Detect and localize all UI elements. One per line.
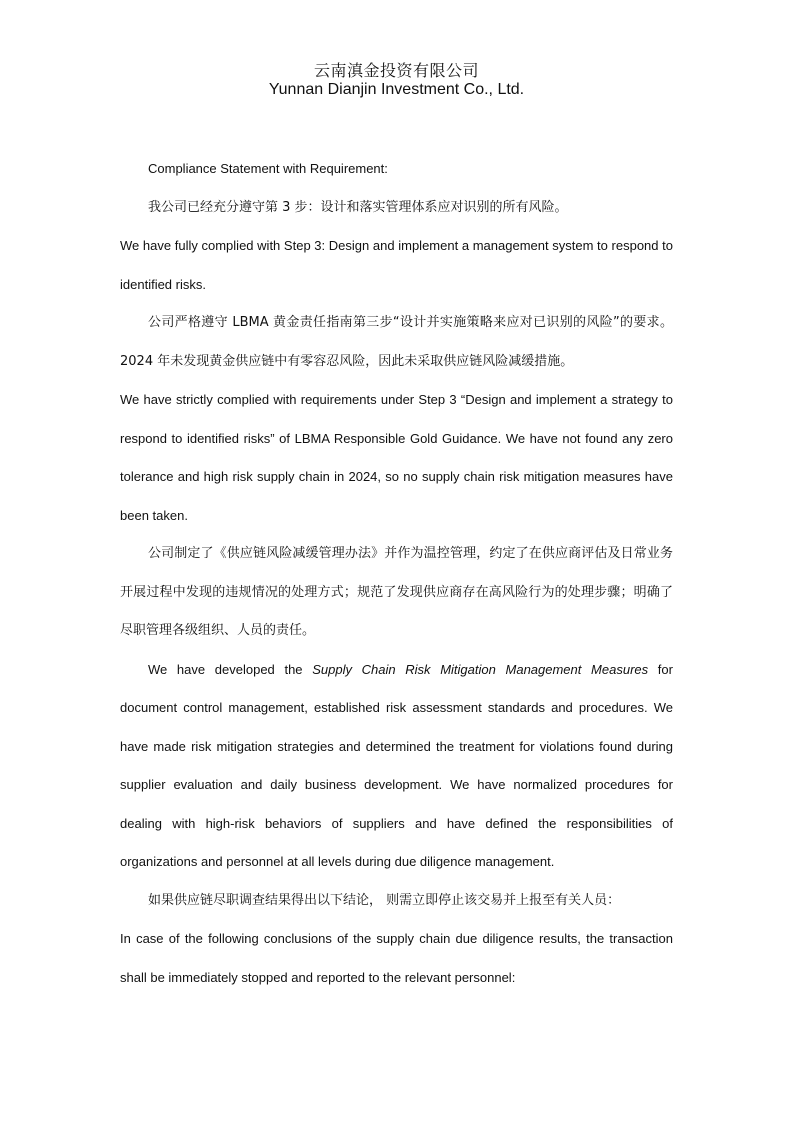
document-body <box>120 150 673 997</box>
paragraph-3-english <box>120 651 673 882</box>
statement-heading: Compliance Statement with Requirement: <box>148 161 388 176</box>
paragraph-3-english-lead: We have developed the <box>148 661 313 677</box>
measures-document-title: Supply Chain Risk Mitigation Management Measures <box>312 661 649 677</box>
paragraph-3-chinese: 公司制定了《供应链风险减缓管理办法》并作为温控管理，约定了在供应商评估及日常业务开展过程中发现的违规情况的处理方式；规范了发现供应商存在高风险行为的处理步骤；明确了尽职管理各级组织、人员的责任。 <box>120 546 673 638</box>
paragraph-2-chinese: 公司严格遵守 LBMA 黄金责任指南第三步“设计并实施策略来应对已识别的风险”的要求。2024 年未发现黄金供应链中有零容忍风险，因此未采取供应链风险减缓措施。 <box>120 315 673 369</box>
paragraph-1-english: We have fully complied with Step 3: Design and implement a management system to respond to identified risks. <box>120 238 673 292</box>
paragraph-4-chinese: 如果供应链尽职调查结果得出以下结论， 则需立即停止该交易并上报至有关人员： <box>148 892 621 908</box>
paragraph-3-english-rest: for document control management, established risk assessment standards and procedures. We have made risk mitigation strategies and determined the treatment for violations found during supplier evaluation and daily business development. We have normalized procedures for dealing with high-risk behaviors of suppliers and have defined the responsibilities of organizations and personnel at all levels during due diligence management. <box>120 661 673 869</box>
paragraph-2-english: We have strictly complied with requirements under Step 3 “Design and implement a strategy to respond to identified risks” of LBMA Responsible Gold Guidance. We have not found any zero tolerance and high risk supply chain in 2024, so no supply chain risk mitigation measures have been taken. <box>120 392 673 523</box>
company-name-chinese: 云南滇金投资有限公司 <box>313 61 479 80</box>
paragraph-1-chinese: 我公司已经充分遵守第 3 步：设计和落实管理体系应对识别的所有风险。 <box>148 199 568 215</box>
paragraph-4-english: In case of the following conclusions of the supply chain due diligence results, the transaction shall be immediately stopped and reported to the relevant personnel: <box>120 931 673 985</box>
company-name-english: Yunnan Dianjin Investment Co., Ltd. <box>268 81 525 98</box>
